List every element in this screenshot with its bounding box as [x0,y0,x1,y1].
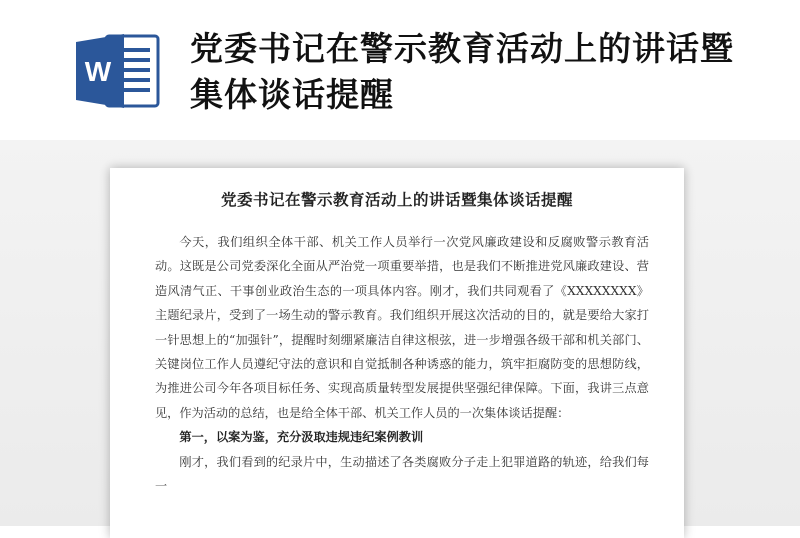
paragraph: 今天，我们组织全体干部、机关工作人员举行一次党风廉政建设和反腐败警示教育活动。这既是公司党委深化全面从严治党一项重要举措，也是我们不断推进党风廉政建设、营造风清气正、干事创业政治生态的一项具体内容。刚才，我们共同观看了《XXXXXXXX》主题纪录片，受到了一场生动的警示教育。我们组织开展这次活动的目的，就是要给大家打一针思想上的“加强针”，提醒时刻绷紧廉洁自律这根弦，进一步增强各级干部和机关部门、关键岗位工作人员遵纪守法的意识和自觉抵制各种诱惑的能力，筑牢拒腐防变的思想防线，为推进公司今年各项目标任务、实现高质量转型发展提供坚强纪律保障。下面，我讲三点意见，作为活动的总结，也是给全体干部、机关工作人员的一次集体谈话提醒： [155,235,649,420]
document-page [110,168,684,538]
page-title: 党委书记在警示教育活动上的讲话暨集体谈话提醒 [190,29,734,114]
section-heading: 第一，以案为鉴，充分汲取违规违纪案例教训 [179,430,424,445]
word-icon-letter: W [84,56,112,87]
document-body [155,230,649,498]
document-title: 党委书记在警示教育活动上的讲话暨集体谈话提醒 [220,190,573,209]
word-document-icon [76,32,164,110]
header-banner [0,0,800,140]
paragraph: 刚才，我们看到的纪录片中，生动描述了各类腐败分子走上犯罪道路的轨迹，给我们每一 [155,454,649,494]
